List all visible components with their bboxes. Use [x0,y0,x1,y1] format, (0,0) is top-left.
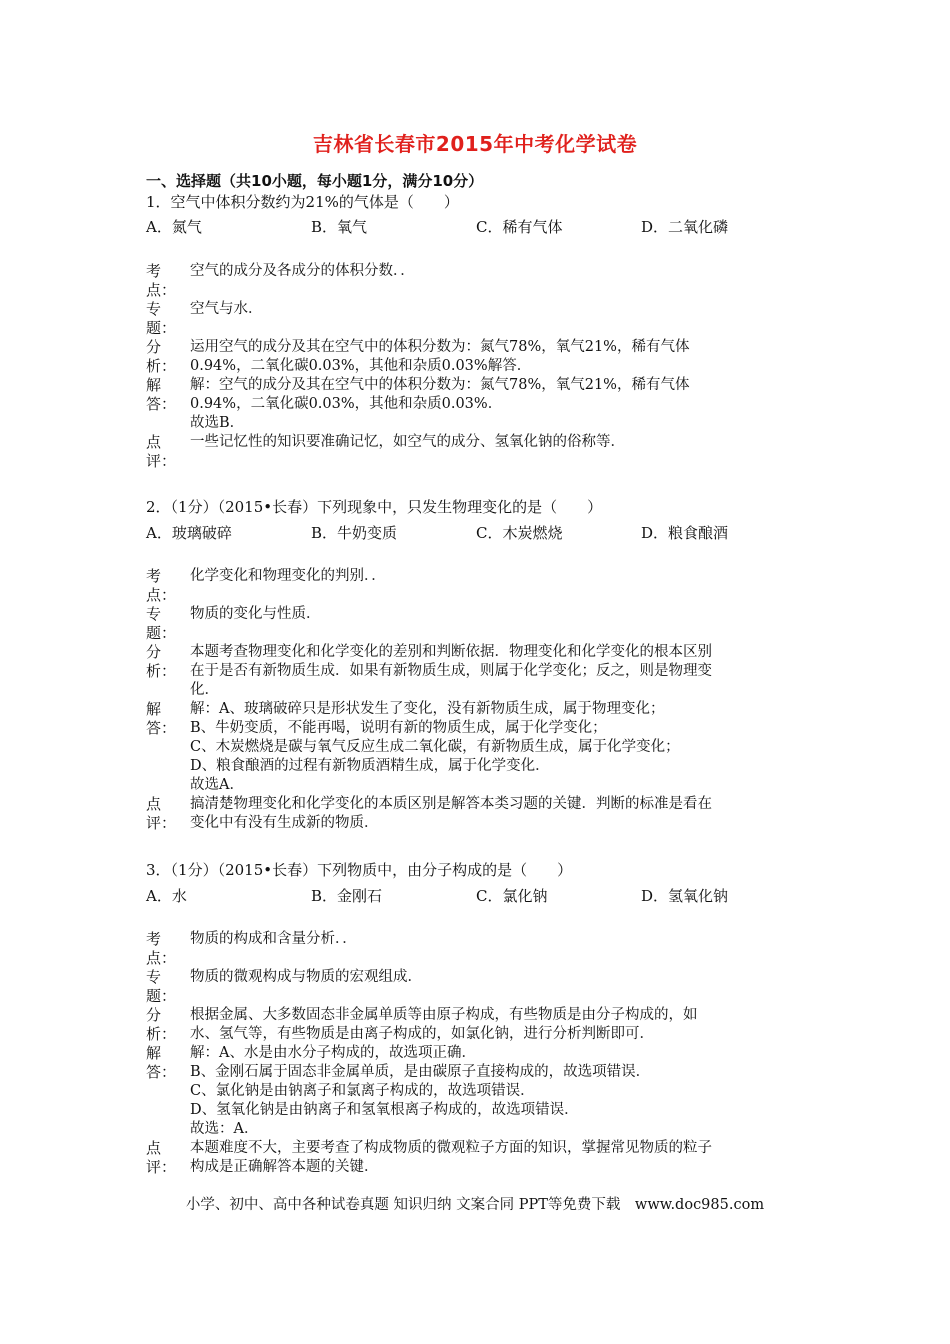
q3-option-d: D．氢氧化钠 [641,887,729,905]
label-fen: 分 [146,338,162,356]
label-zhuan-2: 题： [146,987,177,1005]
q1-zhuanti: 空气与水． [190,301,263,317]
q1-option-b: B．氧气 [311,218,368,236]
label-fen: 分 [146,1006,162,1024]
label-fen-2: 析： [146,357,177,375]
label-zhuan: 专 [146,968,162,986]
section-heading: 一、选择题（共10小题，每小题1分，满分10分） [146,172,484,190]
q3-option-b: B．金刚石 [311,887,383,905]
label-kao-2: 点： [146,949,177,967]
q3-jieda-5: 故选：A． [190,1121,259,1137]
label-fen-2: 析： [146,662,177,680]
label-kao: 考 [146,567,162,585]
q1-dianping-1: 一些记忆性的知识要准确记忆，如空气的成分、氢氧化钠的俗称等． [190,434,625,450]
label-jie-2: 答： [146,1063,177,1081]
label-jie-2: 答： [146,395,177,413]
label-jie: 解 [146,700,162,718]
q1-fenxi-2: 0.94%，二氧化碳0.03%，其他和杂质0.03%解答． [190,358,532,374]
label-jie: 解 [146,1044,162,1062]
q3-jieda-3: C、氯化钠是由钠离子和氯离子构成的，故选项错误． [190,1083,535,1099]
label-zhuan: 专 [146,300,162,318]
label-zhuan-2: 题： [146,319,177,337]
q2-option-b: B．牛奶变质 [311,524,398,542]
q1-kaodian: 空气的成分及各成分的体积分数．． [190,263,415,279]
q2-option-a: A．玻璃破碎 [146,524,232,542]
q2-jieda-1: 解：A、玻璃破碎只是形状发生了变化，没有新物质生成，属于物理变化； [190,701,665,717]
q3-fenxi-1: 根据金属、大多数固态非金属单质等由原子构成，有些物质是由分子构成的，如 [190,1007,698,1023]
q1-jieda-1: 解：空气的成分及其在空气中的体积分数为：氮气78%，氧气21%，稀有气体 [190,377,690,393]
q2-option-c: C．木炭燃烧 [476,524,563,542]
label-jie: 解 [146,376,162,394]
footer-text: 小学、初中、高中各种试卷真题 知识归纳 文案合同 PPT等免费下载 www.doc985.com [185,1197,765,1213]
label-fen: 分 [146,643,162,661]
q1-option-c: C．稀有气体 [476,218,563,236]
label-dian: 点 [146,795,162,813]
q2-option-d: D．粮食酿酒 [641,524,729,542]
question-2-stem: 2．（1分）（2015•长春）下列现象中，只发生物理变化的是（ ） [146,498,603,516]
q1-jieda-3: 故选B． [190,415,245,431]
q2-fenxi-3: 化． [190,682,219,698]
q3-dianping-1: 本题难度不大，主要考查了构成物质的微观粒子方面的知识，掌握常见物质的粒子 [190,1140,712,1156]
label-kao-2: 点： [146,281,177,299]
label-dian-2: 评： [146,452,177,470]
label-kao-2: 点： [146,586,177,604]
question-3-stem: 3．（1分）（2015•长春）下列物质中，由分子构成的是（ ） [146,861,573,879]
label-kao: 考 [146,930,162,948]
q2-fenxi-1: 本题考查物理变化和化学变化的差别和判断依据．物理变化和化学变化的根本区别 [190,644,712,660]
page-title: 吉林省长春市2015年中考化学试卷 [312,132,638,156]
q1-option-d: D．二氧化磷 [641,218,729,236]
q3-fenxi-2: 水、氢气等，有些物质是由离子构成的，如氯化钠，进行分析判断即可． [190,1026,654,1042]
label-kao: 考 [146,262,162,280]
q3-option-c: C．氯化钠 [476,887,548,905]
q2-jieda-4: D、粮食酿酒的过程有新物质酒精生成，属于化学变化． [190,758,550,774]
q3-kaodian: 物质的构成和含量分析．． [190,931,357,947]
q1-option-a: A．氮气 [146,218,202,236]
question-1-stem: 1．空气中体积分数约为21%的气体是（ ） [146,193,459,211]
q2-kaodian: 化学变化和物理变化的判别．． [190,568,386,584]
q3-dianping-2: 构成是正确解答本题的关键． [190,1159,379,1175]
label-dian: 点 [146,433,162,451]
q2-jieda-5: 故选A． [190,777,244,793]
q3-jieda-1: 解：A、水是由水分子构成的，故选项正确． [190,1045,476,1061]
label-zhuan: 专 [146,605,162,623]
q3-jieda-2: B、金刚石属于固态非金属单质，是由碳原子直接构成的，故选项错误． [190,1064,651,1080]
q2-dianping-2: 变化中有没有生成新的物质． [190,815,379,831]
q2-dianping-1: 搞清楚物理变化和化学变化的本质区别是解答本类习题的关键．判断的标准是看在 [190,796,712,812]
label-fen-2: 析： [146,1025,177,1043]
q1-fenxi-1: 运用空气的成分及其在空气中的体积分数为：氮气78%，氧气21%，稀有气体 [190,339,690,355]
q2-jieda-3: C、木炭燃烧是碳与氧气反应生成二氧化碳，有新物质生成，属于化学变化； [190,739,680,755]
label-dian-2: 评： [146,814,177,832]
q1-jieda-2: 0.94%，二氧化碳0.03%，其他和杂质0.03%． [190,396,503,412]
label-dian-2: 评： [146,1158,177,1176]
label-dian: 点 [146,1139,162,1157]
q2-zhuanti: 物质的变化与性质． [190,606,321,622]
label-zhuan-2: 题： [146,624,177,642]
q3-zhuanti: 物质的微观构成与物质的宏观组成． [190,969,422,985]
q2-jieda-2: B、牛奶变质，不能再喝，说明有新的物质生成，属于化学变化； [190,720,607,736]
label-jie-2: 答： [146,719,177,737]
q2-fenxi-2: 在于是否有新物质生成．如果有新物质生成，则属于化学变化；反之，则是物理变 [190,663,712,679]
q3-option-a: A．水 [146,887,187,905]
q3-jieda-4: D、氢氧化钠是由钠离子和氢氧根离子构成的，故选项错误． [190,1102,579,1118]
